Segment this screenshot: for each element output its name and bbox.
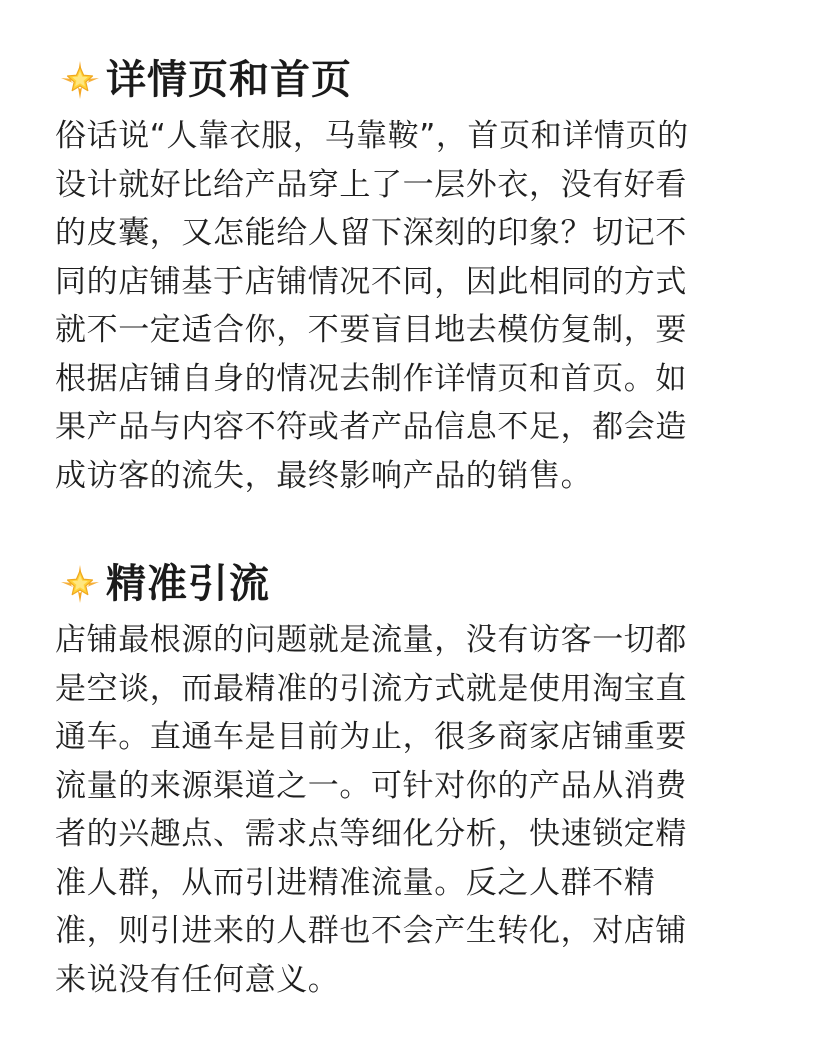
section-details-and-homepage: [0, 48, 828, 500]
section-title: 详情页和首页: [106, 57, 352, 103]
paragraph-line: 成访客的流失，最终影响产品的销售。: [55, 457, 593, 494]
paragraph-line: 是空谈，而最精准的引流方式就是使用淘宝直: [55, 670, 687, 707]
paragraph-line: 准，则引进来的人群也不会产生转化，对店铺: [55, 913, 687, 949]
glowing-star-icon: [58, 58, 102, 102]
paragraph-line: 准人群，从而引进精准流量。反之人群不精: [55, 864, 656, 901]
paragraph-line: 者的兴趣点、需求点等细化分析，快速锁定精: [55, 816, 687, 852]
paragraph-line: 设计就好比给产品穿上了一层外衣，没有好看: [55, 166, 687, 203]
paragraph-line: 就不一定适合你，不要盲目地去模仿复制，要: [55, 312, 687, 348]
glowing-star-icon: [58, 562, 102, 606]
paragraph-line: 根据店铺自身的情况去制作详情页和首页。如: [55, 360, 687, 397]
paragraph-line: 俗话说“人靠衣服，马靠鞍”，首页和详情页的: [55, 118, 689, 154]
paragraph-line: 流量的来源渠道之一。可针对你的产品从消费: [55, 767, 687, 804]
section-heading: [0, 48, 828, 112]
paragraph-line: 同的店铺基于店铺情况不同，因此相同的方式: [55, 263, 687, 300]
section-precise-traffic: [0, 552, 828, 1004]
paragraph-line: 通车。直通车是目前为止，很多商家店铺重要: [55, 719, 687, 755]
section-paragraph: [0, 112, 828, 500]
section-heading: [0, 552, 828, 616]
paragraph-line: 的皮囊，又怎能给人留下深刻的印象？切记不: [55, 215, 687, 251]
paragraph-line: 果产品与内容不符或者产品信息不足，都会造: [55, 409, 687, 445]
paragraph-line: 店铺最根源的问题就是流量，没有访客一切都: [55, 622, 687, 658]
section-paragraph: [0, 616, 828, 1004]
section-title: 精准引流: [106, 561, 270, 607]
paragraph-line: 来说没有任何意义。: [55, 961, 340, 998]
